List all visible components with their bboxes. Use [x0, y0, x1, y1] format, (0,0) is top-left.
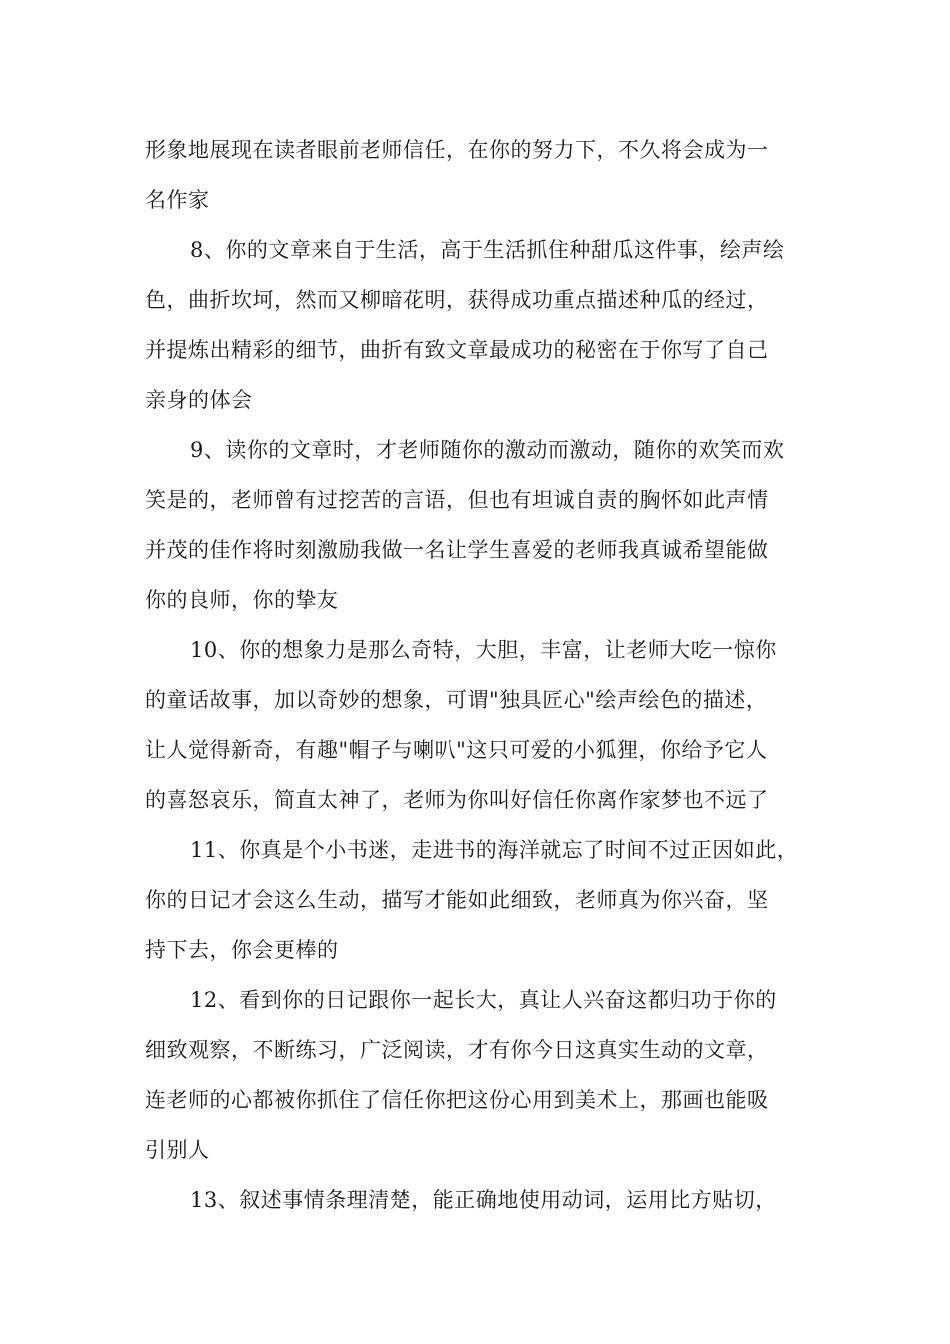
paragraph-10-start: 10、你的想象力是那么奇特，大胆，丰富，让老师大吃一惊你 — [190, 638, 777, 662]
paragraph-12-start: 12、看到你的日记跟你一起长大，真让人兴奋这都归功于你的 — [190, 988, 777, 1012]
paragraph-13-start: 13、叙述事情条理清楚，能正确地使用动词，运用比方贴切， — [190, 1188, 777, 1212]
paragraph-8-start: 8、你的文章来自于生活，高于生活抓住种甜瓜这件事，绘声绘 — [190, 238, 785, 262]
text-line: 的童话故事，加以奇妙的想象，可谓"独具匠心"绘声绘色的描述， — [145, 688, 768, 712]
text-line: 名作家 — [145, 188, 210, 212]
text-line: 色，曲折坎坷，然而又柳暗花明，获得成功重点描述种瓜的经过， — [145, 288, 769, 312]
text-line: 细致观察，不断练习，广泛阅读，才有你今日这真实生动的文章， — [145, 1038, 769, 1062]
text-line: 并提炼出精彩的细节，曲折有致文章最成功的秘密在于你写了自己 — [145, 338, 769, 362]
text-line: 的喜怒哀乐，简直太神了，老师为你叫好信任你离作家梦也不远了 — [145, 788, 769, 812]
text-line: 让人觉得新奇，有趣"帽子与喇叭"这只可爱的小狐狸，你给予它人 — [145, 738, 768, 762]
text-line: 你的良师，你的挚友 — [145, 588, 339, 612]
paragraph-9-start: 9、读你的文章时，才老师随你的激动而激动，随你的欢笑而欢 — [190, 438, 785, 462]
text-line: 引别人 — [145, 1138, 210, 1162]
text-line: 并茂的佳作将时刻激励我做一名让学生喜爱的老师我真诚希望能做 — [145, 538, 769, 562]
paragraph-11-start: 11、你真是个小书迷，走进书的海洋就忘了时间不过正因如此， — [190, 838, 799, 862]
text-line: 形象地展现在读者眼前老师信任，在你的努力下，不久将会成为一 — [145, 138, 769, 162]
text-line: 笑是的，老师曾有过挖苦的言语，但也有坦诚自责的胸怀如此声情 — [145, 488, 769, 512]
text-line: 亲身的体会 — [145, 388, 253, 412]
text-line: 连老师的心都被你抓住了信任你把这份心用到美术上，那画也能吸 — [145, 1088, 769, 1112]
text-line: 你的日记才会这么生动，描写才能如此细致，老师真为你兴奋，坚 — [145, 888, 769, 912]
text-line: 持下去，你会更棒的 — [145, 938, 339, 962]
